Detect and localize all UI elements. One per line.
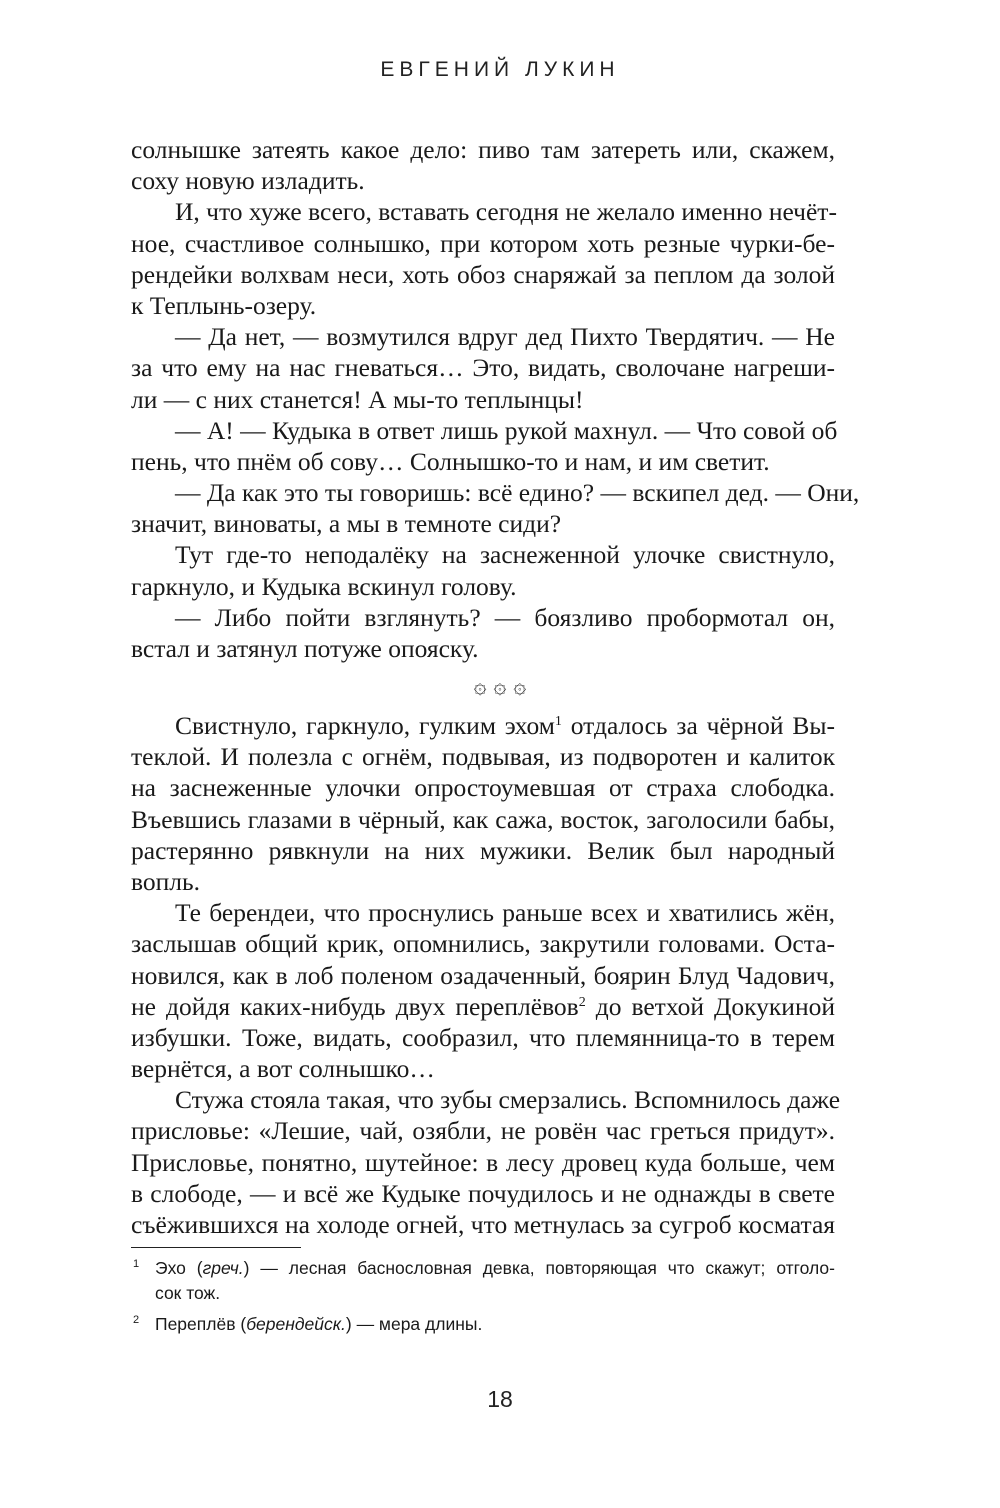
text-line: значит, виноваты, а мы в темноте сиди?: [131, 509, 562, 539]
running-head: ЕВГЕНИЙ ЛУКИН: [380, 58, 620, 81]
text-line: Те берендеи, что проснулись раньше всех и хватились жён,: [175, 898, 835, 928]
text-line: — Либо пойти взглянуть? — боязливо пробормотал он,: [175, 602, 835, 632]
text-line: вопль.: [131, 866, 200, 896]
text-line: встал и затянул потуже опояску.: [131, 634, 479, 663]
text-line: Въевшись глазами в чёрный, как сажа, восток, заголосили бабы,: [131, 804, 835, 834]
text-line: И, что хуже всего, вставать сегодня не желало именно нечёт-: [175, 197, 837, 227]
text-line: вернётся, а вот солнышко…: [131, 1054, 435, 1084]
text-line: соху новую изладить.: [131, 166, 365, 196]
text-line: ли — с них станется! А мы-то теплынцы!: [131, 384, 584, 414]
text-line: Тут где-то неподалёку на заснеженной улочке свистнуло,: [175, 540, 835, 570]
section-break-ornament: ۞ ۞ ۞: [473, 674, 527, 699]
text-line: ное, счастливое солнышко, при котором хоть резные чурки-бе-: [131, 228, 835, 258]
text-line: — Да как это ты говоришь: всё едино? — вскипел дед. — Они,: [175, 478, 860, 508]
footnote-number: 2: [133, 1314, 140, 1326]
footnote-text: ) — лесная баснословная девка, повторяющая что скажут; отголо-: [243, 1258, 835, 1278]
text-block-1: [131, 134, 860, 664]
text-line: растерянно рявкнули на них мужики. Велик был народный: [131, 835, 835, 865]
footnote-line: [155, 1256, 835, 1281]
text-line: Стужа стояла такая, что зубы смерзались. Вспомнилось даже: [175, 1085, 841, 1115]
footnote-ref-1[interactable]: 1: [554, 714, 562, 729]
text-line: пень, что пнём об сову… Солнышко-то и нам, и им светит.: [131, 446, 770, 476]
text-fragment: не дойдя каких-нибудь двух переплёвов: [131, 991, 579, 1021]
text-block-2: [131, 710, 841, 1240]
footnote-1: [131, 1256, 835, 1306]
text-line: теклой. И полезла с огнём, подвывая, из подворотен и калиток: [131, 742, 835, 772]
text-line: на заснеженные улочки опростоумевшая от страха слободка.: [131, 773, 835, 803]
text-line: присловье: «Лешие, чай, озябли, не ровён час греться придут».: [131, 1116, 835, 1146]
footnote-line: [155, 1312, 835, 1337]
text-fragment: отдалось за чёрной Вы-: [561, 711, 835, 740]
text-line: съёжившихся на холоде огней, что метнулась за сугроб косматая: [131, 1210, 835, 1239]
footnote-italic: греч.: [202, 1258, 244, 1278]
text-line: в слободе, — и всё же Кудыке почудилось и не однажды в свете: [131, 1178, 835, 1208]
text-fragment: до ветхой Докукиной: [585, 991, 836, 1021]
footnote-number: 1: [133, 1258, 140, 1270]
footnotes: [131, 1256, 835, 1337]
footnote-2: [131, 1312, 835, 1337]
footnote-italic: берендейск.: [246, 1314, 346, 1334]
page-number: 18: [487, 1386, 513, 1412]
text-line: Присловье, понятно, шутейное: в лесу дровец куда больше, чем: [131, 1147, 835, 1177]
text-line: рендейки волхвам неси, хоть обоз снаряжай за пеплом да золой: [131, 259, 835, 289]
text-line: новился, как в лоб поленом озадаченный, боярин Блуд Чадович,: [131, 960, 835, 990]
footnote-text: Переплёв (: [155, 1314, 247, 1334]
text-line: [131, 991, 835, 1022]
footnote-ref-2[interactable]: 2: [578, 994, 586, 1010]
footnote-divider: [131, 1247, 301, 1248]
footnote-text: ) — мера длины.: [345, 1314, 483, 1334]
footnote-text: Эхо (: [155, 1258, 203, 1278]
text-line: за что ему на нас гневаться… Это, видать, сволочане нагреши-: [131, 353, 835, 383]
text-line: избушки. Тоже, видать, сообразил, что племянница-то в терем: [131, 1022, 835, 1052]
text-line: — Да нет, — возмутился вдруг дед Пихто Твердятич. — Не: [175, 322, 835, 352]
text-line: гаркнуло, и Кудыка вскинул голову.: [131, 571, 517, 601]
text-line: к Теплынь-озеру.: [131, 290, 317, 320]
text-line: — А! — Кудыка в ответ лишь рукой махнул. — Что совой об: [175, 415, 838, 445]
text-line: [131, 710, 835, 741]
text-fragment: Свистнуло, гаркнуло, гулким эхом: [175, 711, 555, 740]
footnote-line: сок тож.: [155, 1283, 221, 1303]
text-line: солнышке затеять какое дело: пиво там затереть или, скажем,: [131, 135, 835, 164]
text-line: заслышав общий крик, опомнились, закрутили головами. Оста-: [131, 929, 835, 959]
